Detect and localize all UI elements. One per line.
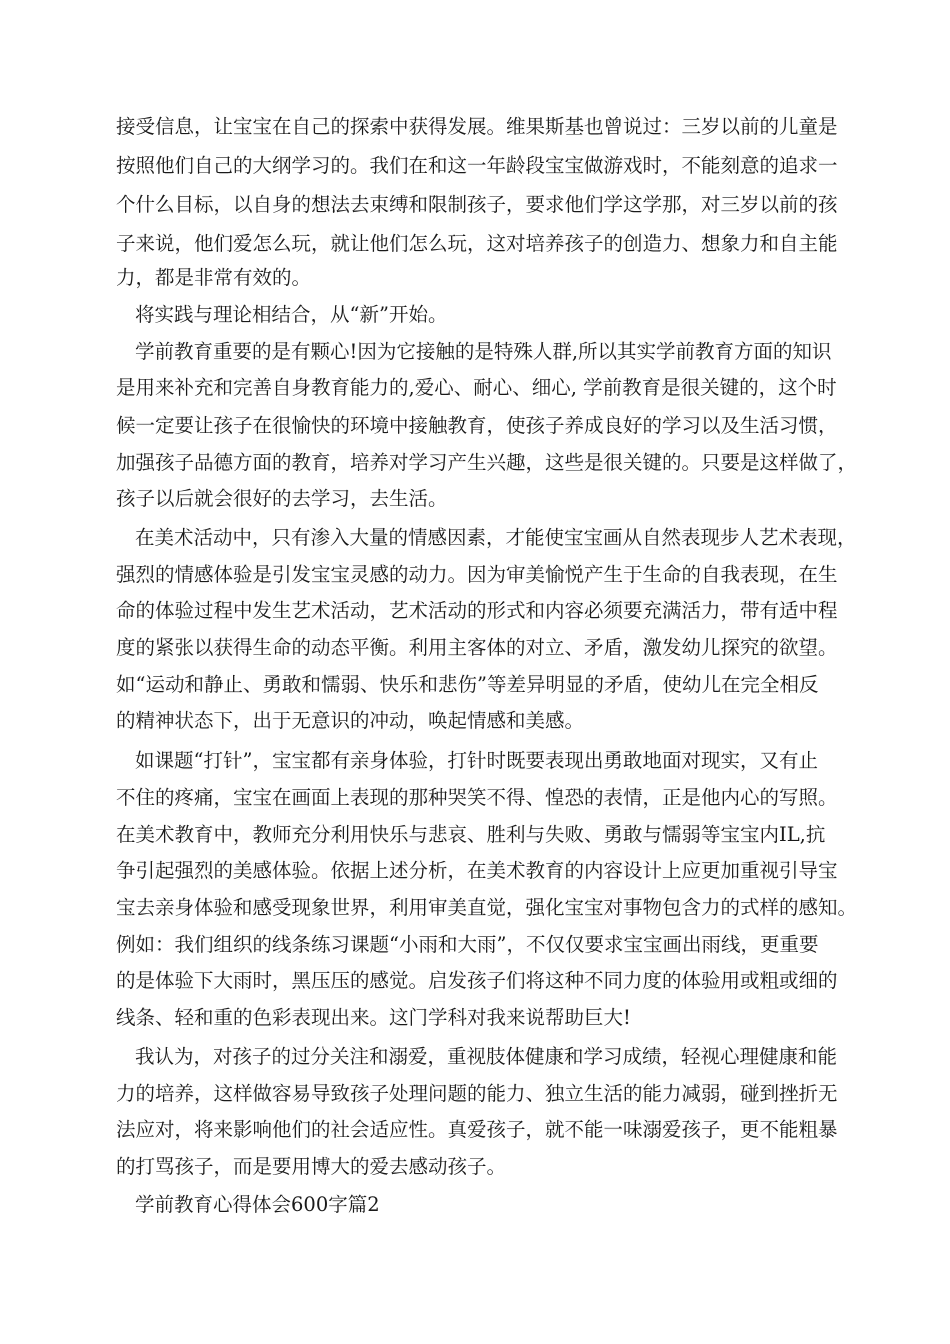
text-line: 法应对，将来影响他们的社会适应性。真爱孩子，就不能一味溺爱孩子，更不能粗暴 [116,1118,838,1141]
text-line: 学前教育重要的是有颗心!因为它接触的是特殊人群,所以其实学前教育方面的知识 [135,340,832,363]
text-line: 度的紧张以获得生命的动态平衡。利用主客体的对立、矛盾，激发幼儿探究的欲望。 [116,636,838,659]
text-line: 将实践与理论相结合，从“新”开始。 [135,303,448,326]
text-line: 强烈的情感体验是引发宝宝灵感的动力。因为审美愉悦产生于生命的自我表现，在生 [116,563,838,586]
text-line: 子来说，他们爱怎么玩，就让他们怎么玩，这对培养孩子的创造力、想象力和自主能 [116,232,838,255]
text-line: 宝去亲身体验和感受现象世界，利用审美直觉，强化宝宝对事物包含力的式样的感知。 [116,896,858,919]
text-line: 命的体验过程中发生艺术活动，艺术活动的形式和内容必须要充满活力，带有适中程 [116,599,838,622]
text-line: 加强孩子品德方面的教育，培养对学习产生兴趣，这些是很关键的。只要是这样做了， [116,451,858,474]
text-line: 接受信息，让宝宝在自己的探索中获得发展。维果斯基也曾说过：三岁以前的儿童是 [116,115,838,138]
text-line: 不住的疼痛，宝宝在画面上表现的那种哭笑不得、惶恐的表情，正是他内心的写照。 [116,786,838,809]
text-line: 的精神状态下，出于无意识的冲动，唤起情感和美感。 [116,709,585,732]
text-line: 个什么目标，以自身的想法去束缚和限制孩子，要求他们学这学那，对三岁以前的孩 [116,193,838,216]
text-line: 力，都是非常有效的。 [116,266,312,289]
text-line: 按照他们自己的大纲学习的。我们在和这一年龄段宝宝做游戏时，不能刻意的追求一 [116,154,838,177]
text-line: 我认为，对孩子的过分关注和溺爱，重视肢体健康和学习成绩，轻视心理健康和能 [135,1045,838,1068]
text-line: 如课题“打针”，宝宝都有亲身体验，打针时既要表现出勇敢地面对现实，又有止 [135,749,818,772]
text-line: 例如：我们组织的线条练习课题“小雨和大雨”，不仅仅要求宝宝画出雨线，更重要 [116,933,819,956]
text-line: 的是体验下大雨时，黑压压的感觉。启发孩子们将这种不同力度的体验用或粗或细的 [116,969,838,992]
text-line: 在美术教育中，教师充分利用快乐与悲哀、胜利与失败、勇敢与懦弱等宝宝内IL,抗 [116,823,826,846]
text-line: 力的培养，这样做容易导致孩子处理问题的能力、独立生活的能力减弱，碰到挫折无 [116,1082,838,1105]
text-line: 如“运动和静止、勇敢和懦弱、快乐和悲伤”等差异明显的矛盾，使幼儿在完全相反 [116,673,819,696]
text-line: 线条、轻和重的色彩表现出来。这门学科对我来说帮助巨大! [116,1006,631,1029]
text-line: 在美术活动中，只有渗入大量的情感因素，才能使宝宝画从自然表现步人艺术表现， [135,526,857,549]
text-line: 的打骂孩子，而是要用博大的爱去感动孩子。 [116,1155,507,1178]
text-line: 候一定要让孩子在很愉快的环境中接触教育，使孩子养成良好的学习以及生活习惯， [116,414,838,437]
text-line: 争引起强烈的美感体验。依据上述分析，在美术教育的内容设计上应更加重视引导宝 [116,859,838,882]
text-line: 是用来补充和完善自身教育能力的,爱心、耐心、细心, 学前教育是很关键的，这个时 [116,376,837,399]
section-heading: 学前教育心得体会600字篇2 [135,1193,380,1216]
text-line: 孩子以后就会很好的去学习，去生活。 [116,487,448,510]
